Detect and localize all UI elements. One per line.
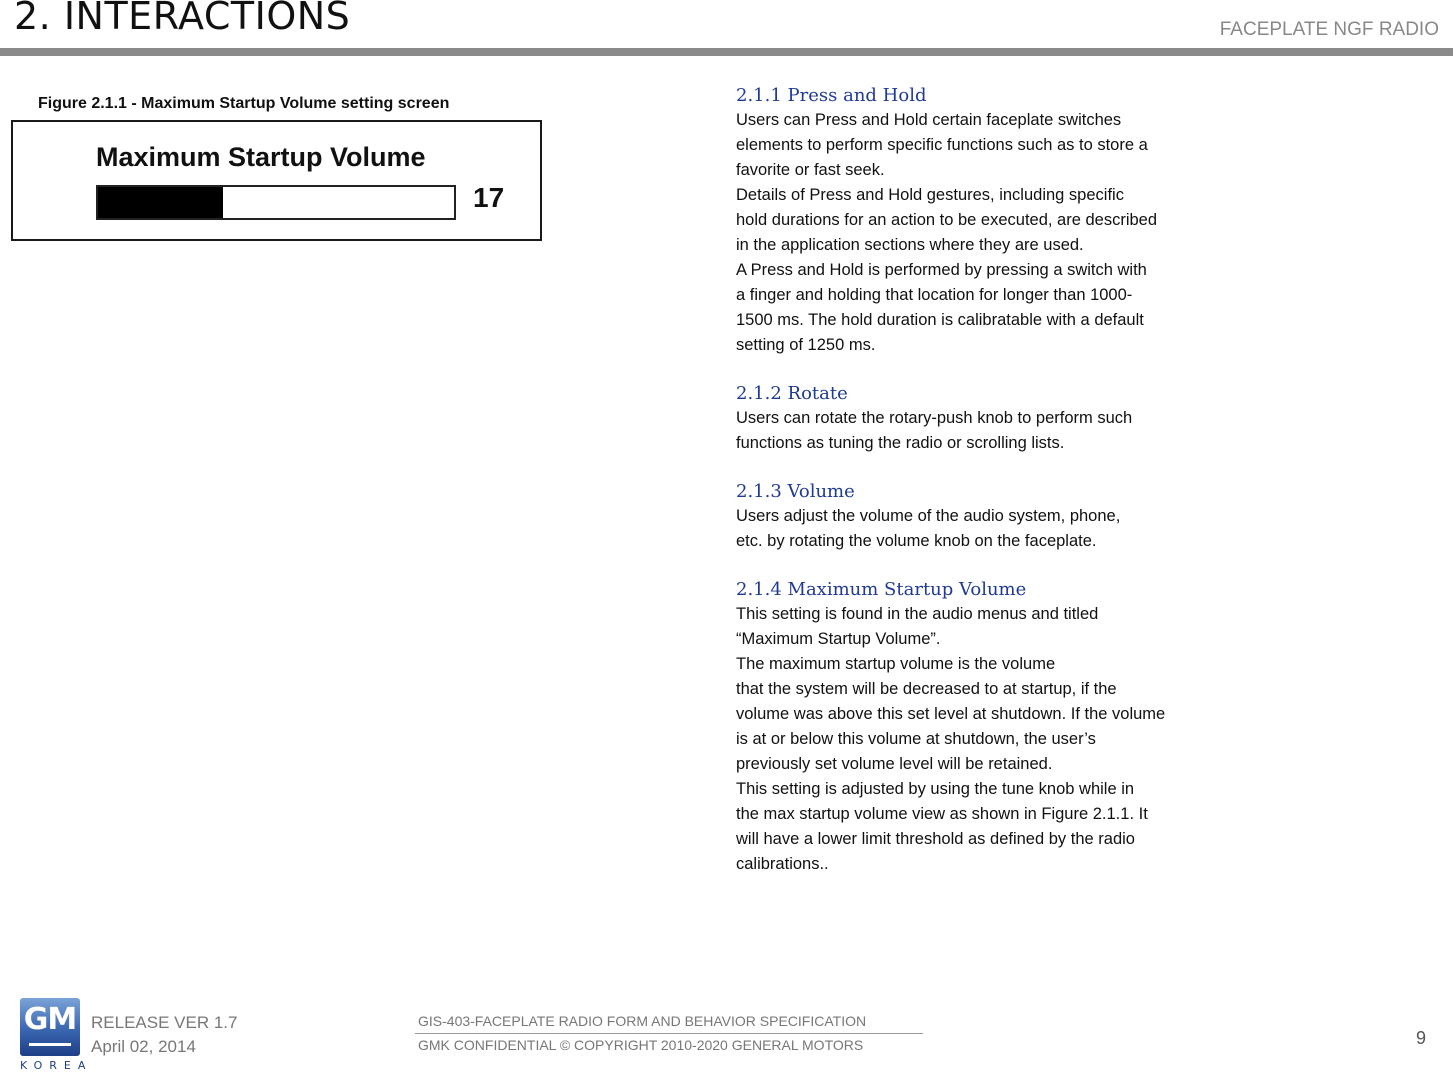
paragraph-line: Users can rotate the rotary-push knob to perform such: [736, 409, 1133, 427]
volume-bar-fill: [98, 187, 223, 218]
gm-logo-text: GM: [23, 1002, 77, 1037]
gm-logo-underline: [29, 1043, 71, 1046]
figure-screen: [11, 120, 542, 241]
paragraph-line: This setting is adjusted by using the tune knob while in: [736, 780, 1135, 798]
paragraph-line: that the system will be decreased to at startup, if the: [736, 680, 1117, 698]
release-version: RELEASE VER 1.7: [91, 1013, 238, 1032]
paragraph-line: This setting is found in the audio menus and titled: [736, 605, 1099, 623]
section: [736, 382, 1256, 456]
volume-bar: [96, 185, 456, 220]
document-label: FACEPLATE NGF RADIO: [1219, 19, 1439, 40]
screen-title: Maximum Startup Volume: [96, 142, 426, 172]
section-heading: 2.1.4 Maximum Startup Volume: [736, 579, 1027, 600]
section: [736, 578, 1256, 877]
paragraph-line: calibrations..: [736, 855, 829, 873]
volume-value: 17: [473, 182, 505, 213]
paragraph-line: hold durations for an action to be executed, are described: [736, 211, 1158, 229]
paragraph-line: a finger and holding that location for longer than 1000-: [736, 286, 1133, 304]
copyright-notice: GMK CONFIDENTIAL © COPYRIGHT 2010-2020 GENERAL MOTORS: [418, 1037, 864, 1053]
paragraph-line: Users can Press and Hold certain faceplate switches: [736, 111, 1122, 129]
gm-korea-logo: [20, 998, 93, 1073]
paragraph-line: is at or below this volume at shutdown, the user’s: [736, 730, 1096, 748]
page-title: 2. INTERACTIONS: [14, 0, 351, 38]
paragraph-line: favorite or fast seek.: [736, 161, 885, 179]
paragraph-line: Users adjust the volume of the audio system, phone,: [736, 507, 1121, 525]
paragraph-line: “Maximum Startup Volume”.: [736, 630, 941, 648]
section: [736, 84, 1256, 358]
paragraph-line: etc. by rotating the volume knob on the faceplate.: [736, 532, 1097, 550]
page-number: 9: [1416, 1028, 1427, 1048]
paragraph-line: 1500 ms. The hold duration is calibratable with a default: [736, 311, 1144, 329]
gm-badge: [20, 998, 80, 1056]
content-column: [736, 84, 1256, 901]
paragraph-line: functions as tuning the radio or scrolling lists.: [736, 434, 1065, 452]
paragraph-line: in the application sections where they are used.: [736, 236, 1084, 254]
figure-caption: Figure 2.1.1 - Maximum Startup Volume setting screen: [38, 95, 450, 112]
paragraph-line: the max startup volume view as shown in Figure 2.1.1. It: [736, 805, 1148, 823]
paragraph-line: A Press and Hold is performed by pressing a switch with: [736, 261, 1147, 279]
paragraph-line: will have a lower limit threshold as defined by the radio: [736, 830, 1135, 848]
paragraph-line: Details of Press and Hold gestures, including specific: [736, 186, 1124, 204]
paragraph-line: volume was above this set level at shutdown. If the volume: [736, 705, 1166, 723]
section: [736, 480, 1256, 554]
paragraph-line: The maximum startup volume is the volume: [736, 655, 1056, 673]
gm-logo-korea-text: KOREA: [20, 1059, 93, 1072]
release-info: [91, 1011, 237, 1059]
paragraph-line: elements to perform specific functions such as to store a: [736, 136, 1148, 154]
spec-title: GIS-403-FACEPLATE RADIO FORM AND BEHAVIOR SPECIFICATION: [418, 1013, 867, 1029]
paragraph-line: previously set volume level will be retained.: [736, 755, 1053, 773]
section-heading: 2.1.1 Press and Hold: [736, 85, 927, 106]
release-date: April 02, 2014: [91, 1037, 196, 1056]
section-heading: 2.1.2 Rotate: [736, 383, 848, 404]
footer-rule: [415, 1033, 923, 1034]
paragraph-line: setting of 1250 ms.: [736, 336, 876, 354]
header-rule: [0, 48, 1453, 56]
section-heading: 2.1.3 Volume: [736, 481, 855, 502]
